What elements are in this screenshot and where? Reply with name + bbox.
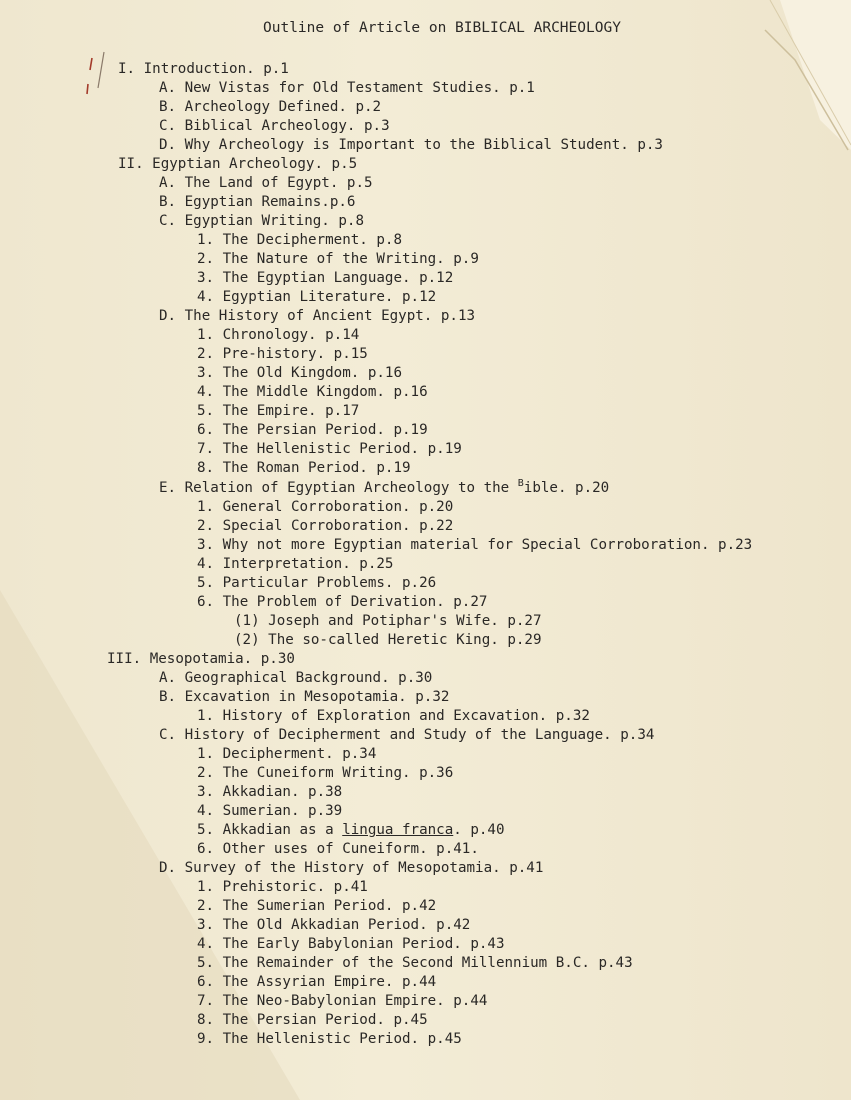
outline-subitem: 4. The Early Babylonian Period. p.43 [197, 936, 505, 952]
outline-item: A. The Land of Egypt. p.5 [159, 175, 373, 191]
pencil-mark [84, 48, 114, 108]
outline-subitem: 2. Special Corroboration. p.22 [197, 518, 454, 534]
outline-subitem: 2. The Nature of the Writing. p.9 [197, 251, 479, 267]
outline-item: D. The History of Ancient Egypt. p.13 [159, 308, 476, 324]
outline-subitem: 8. The Roman Period. p.19 [197, 460, 411, 476]
outline-subitem: 5. Akkadian as a lingua franca. p.40 [197, 822, 505, 838]
outline-subitem: 3. Why not more Egyptian material for Special Corroboration. p.23 [197, 537, 753, 553]
outline-subitem: 4. Egyptian Literature. p.12 [197, 289, 437, 305]
outline-item: D. Why Archeology is Important to the Biblical Student. p.3 [159, 137, 663, 153]
outline-subitem: 7. The Neo-Babylonian Empire. p.44 [197, 993, 488, 1009]
outline-subitem: 9. The Hellenistic Period. p.45 [197, 1031, 462, 1047]
outline-item: A. Geographical Background. p.30 [159, 670, 433, 686]
outline-item: A. New Vistas for Old Testament Studies. p.1 [159, 80, 535, 96]
outline-item: B. Excavation in Mesopotamia. p.32 [159, 689, 450, 705]
outline-subitem: 5. The Remainder of the Second Millennium B.C. p.43 [197, 955, 633, 971]
outline-subsubitem: (1) Joseph and Potiphar's Wife. p.27 [234, 613, 542, 629]
outline-subsubitem: (2) The so-called Heretic King. p.29 [234, 632, 542, 648]
section-heading: I. Introduction. p.1 [118, 61, 289, 77]
outline-subitem: 7. The Hellenistic Period. p.19 [197, 441, 462, 457]
document-title: Outline of Article on BIBLICAL ARCHEOLOGY [263, 20, 621, 36]
outline-subitem: 4. Interpretation. p.25 [197, 556, 394, 572]
outline-subitem: 1. Prehistoric. p.41 [197, 879, 368, 895]
outline-subitem: 1. The Decipherment. p.8 [197, 232, 402, 248]
outline-subitem: 8. The Persian Period. p.45 [197, 1012, 428, 1028]
outline-item: E. Relation of Egyptian Archeology to the $^B$ible. p.20 [159, 478, 610, 496]
outline-subitem: 5. Particular Problems. p.26 [197, 575, 437, 591]
outline-subitem: 3. Akkadian. p.38 [197, 784, 343, 800]
outline-subitem: 1. Decipherment. p.34 [197, 746, 377, 762]
outline-subitem: 3. The Old Kingdom. p.16 [197, 365, 402, 381]
outline-item: B. Archeology Defined. p.2 [159, 99, 382, 115]
section-heading: III. Mesopotamia. p.30 [107, 651, 295, 667]
outline-subitem: 4. Sumerian. p.39 [197, 803, 343, 819]
outline-item: D. Survey of the History of Mesopotamia. p.41 [159, 860, 544, 876]
outline-item: C. Biblical Archeology. p.3 [159, 118, 390, 134]
outline-subitem: 4. The Middle Kingdom. p.16 [197, 384, 428, 400]
outline-subitem: 5. The Empire. p.17 [197, 403, 360, 419]
outline-subitem: 2. The Sumerian Period. p.42 [197, 898, 437, 914]
outline-subitem: 6. The Persian Period. p.19 [197, 422, 428, 438]
outline-subitem: 6. The Assyrian Empire. p.44 [197, 974, 437, 990]
outline-subitem: 1. Chronology. p.14 [197, 327, 360, 343]
outline-subitem: 2. Pre-history. p.15 [197, 346, 368, 362]
outline-subitem: 3. The Egyptian Language. p.12 [197, 270, 454, 286]
outline-item: B. Egyptian Remains.p.6 [159, 194, 356, 210]
outline-subitem: 6. The Problem of Derivation. p.27 [197, 594, 488, 610]
outline-subitem: 3. The Old Akkadian Period. p.42 [197, 917, 471, 933]
outline-subitem: 1. History of Exploration and Excavation. p.32 [197, 708, 590, 724]
outline-subitem: 6. Other uses of Cuneiform. p.41. [197, 841, 479, 857]
section-heading: II. Egyptian Archeology. p.5 [118, 156, 358, 172]
outline-item: C. History of Decipherment and Study of the Language. p.34 [159, 727, 655, 743]
outline-subitem: 1. General Corroboration. p.20 [197, 499, 454, 515]
outline-item: C. Egyptian Writing. p.8 [159, 213, 364, 229]
outline-subitem: 2. The Cuneiform Writing. p.36 [197, 765, 454, 781]
